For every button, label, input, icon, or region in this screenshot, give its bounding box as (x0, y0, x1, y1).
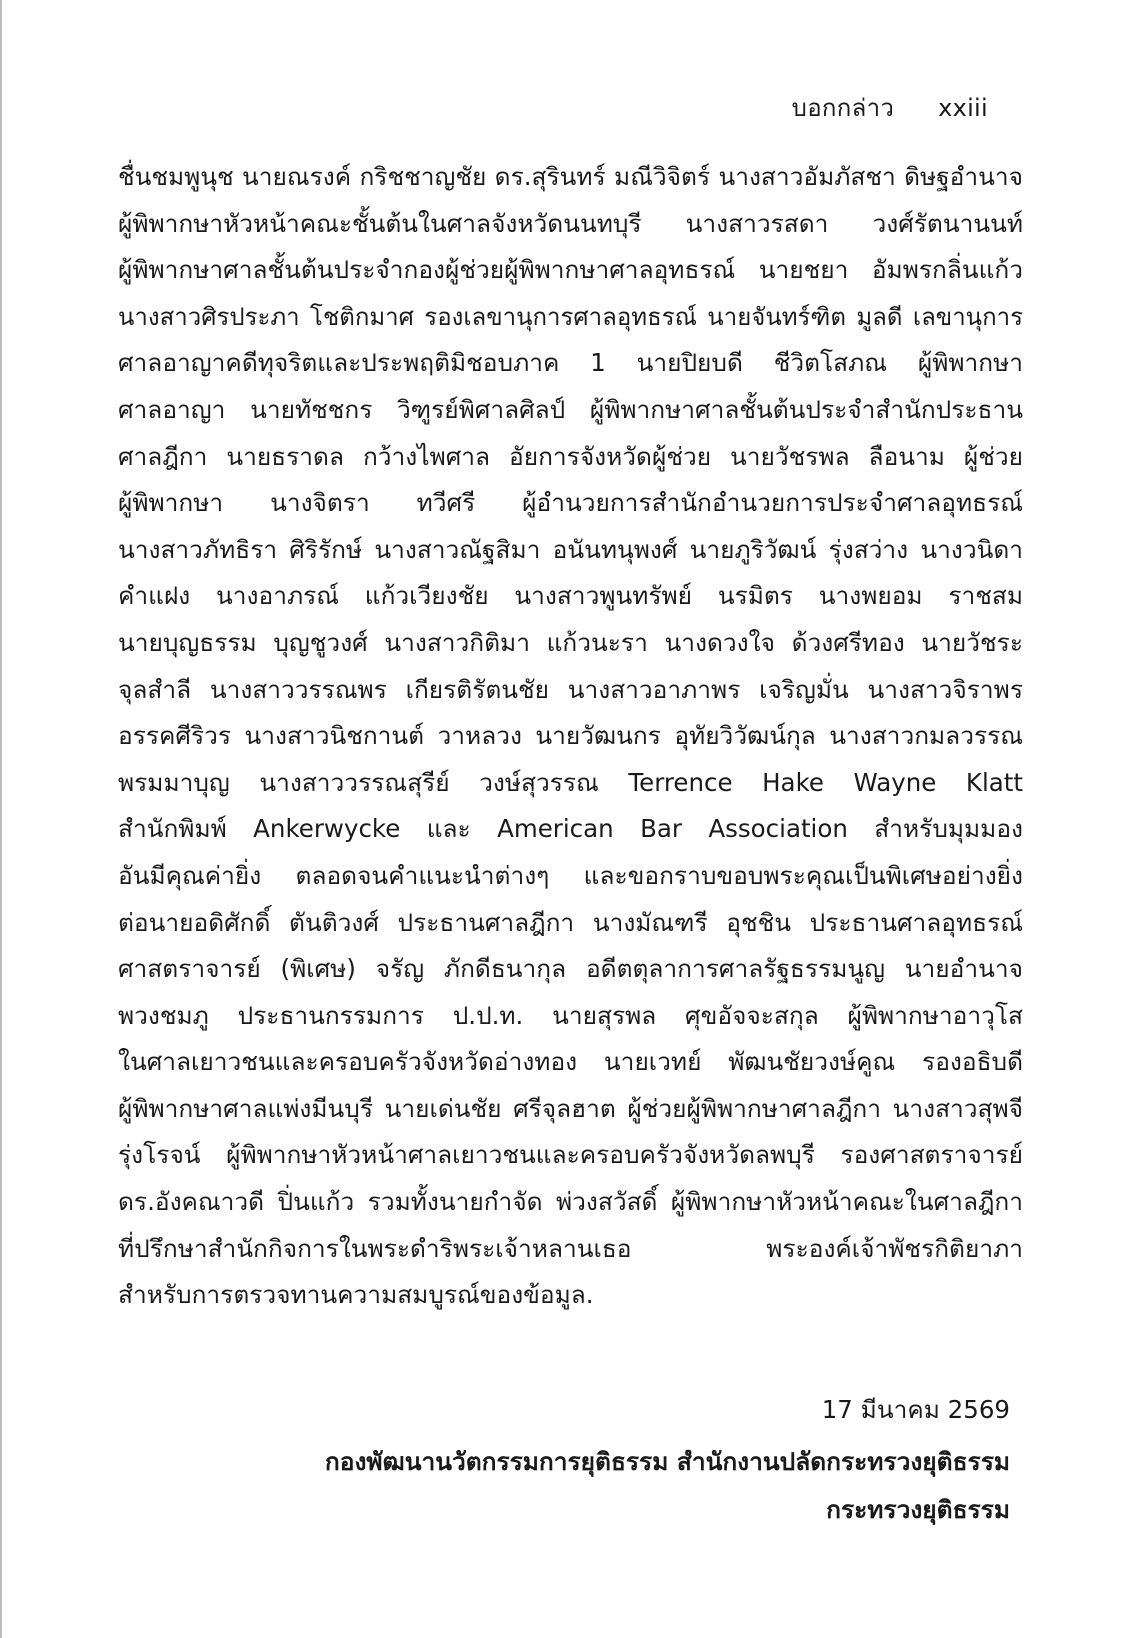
page-number: xxiii (938, 94, 988, 122)
body-line: ศาลฎีกา นายธราดล กว้างไพศาล อัยการจังหวัดผู้ช่วย นายวัชรพล ลือนาม ผู้ช่วย (118, 441, 1023, 471)
body-line: ผู้พิพากษา นางจิตรา ทวีศรี ผู้อำนวยการสำนักอำนวยการประจำศาลอุทธรณ์ (118, 488, 1023, 518)
body-line: ดร.อังคณาวดี ปิ่นแก้ว รวมทั้งนายกำจัด พ่วงสวัสดิ์ ผู้พิพากษาหัวหน้าคณะในศาลฎีกา (118, 1187, 1023, 1217)
running-header (792, 88, 988, 127)
body-line: ศาลอาญาคดีทุจริตและประพฤติมิชอบภาค 1 นายปิยบดี ชีวิตโสภณ ผู้พิพากษา (118, 348, 1023, 378)
body-paragraph (118, 154, 1023, 1319)
body-line: อรรคศีริวร นางสาวนิชกานต์ วาหลวง นายวัฒนกร อุทัยวิวัฒน์กุล นางสาวกมลวรรณ (118, 721, 1023, 751)
body-line: คำแฝง นางอาภรณ์ แก้วเวียงชัย นางสาวพูนทรัพย์ นรมิตร นางพยอม ราชสม (118, 581, 1023, 611)
body-line: นายบุญธรรม บุญชูวงศ์ นางสาวกิติมา แก้วนะรา นางดวงใจ ด้วงศรีทอง นายวัชระ (118, 627, 1023, 657)
body-line: นางสาวภัทธิรา ศิริรักษ์ นางสาวณัฐสิมา อนันทนุพงศ์ นายภูริวัฒน์ รุ่งสว่าง นางวนิดา (118, 534, 1023, 564)
closing-date: 17 มีนาคม 2569 (821, 1395, 1010, 1424)
body-line: ในศาลเยาวชนและครอบครัวจังหวัดอ่างทอง นายเวทย์ พัฒนชัยวงษ์คูณ รองอธิบดี (118, 1047, 1023, 1077)
body-line: สำหรับการตรวจทานความสมบูรณ์ของข้อมูล. (118, 1280, 594, 1310)
body-line: รุ่งโรจน์ ผู้พิพากษาหัวหน้าศาลเยาวชนและครอบครัวจังหวัดลพบุรี รองศาสตราจารย์ (118, 1140, 1023, 1170)
body-line: พวงชมภู ประธานกรรมการ ป.ป.ท. นายสุรพล ศุขอัจจะสกุล ผู้พิพากษาอาวุโส (118, 1000, 1023, 1030)
body-line: พรมมาบุญ นางสาววรรณสุรีย์ วงษ์สุวรรณ Terrence Hake Wayne Klatt (118, 767, 1023, 797)
body-line: ต่อนายอดิศักดิ์ ตันติวงศ์ ประธานศาลฎีกา นางมัณฑรี อุชชิน ประธานศาลอุทธรณ์ (118, 907, 1023, 937)
body-line: สำนักพิมพ์ Ankerwycke และ American Bar Association สำหรับมุมมอง (118, 814, 1023, 844)
section-title: บอกกล่าว (791, 94, 895, 122)
body-line: อันมีคุณค่ายิ่ง ตลอดจนคำแนะนำต่างๆ และขอกราบขอบพระคุณเป็นพิเศษอย่างยิ่ง (118, 860, 1023, 890)
page-left-border (0, 0, 2, 1638)
body-line: ผู้พิพากษาศาลชั้นต้นประจำกองผู้ช่วยผู้พิพากษาศาลอุทธรณ์ นายชยา อัมพรกลิ่นแก้ว (118, 255, 1023, 285)
body-line: ผู้พิพากษาหัวหน้าคณะชั้นต้นในศาลจังหวัดนนทบุรี นางสาวรสดา วงศ์รัตนานนท์ (118, 208, 1023, 238)
signature-ministry: กระทรวงยุติธรรม (826, 1495, 1010, 1524)
body-line: จุลสำลี นางสาววรรณพร เกียรติรัตนชัย นางสาวอาภาพร เจริญมั่น นางสาวจิราพร (118, 674, 1023, 704)
body-line: ศาลอาญา นายทัชชกร วิฑูรย์พิศาลศิลป์ ผู้พิพากษาศาลชั้นต้นประจำสำนักประธาน (118, 394, 1023, 424)
body-line: นางสาวศิรประภา โชติกมาศ รองเลขานุการศาลอุทธรณ์ นายจันทร์ฑิต มูลดี เลขานุการ (118, 302, 1023, 331)
body-line: ที่ปรึกษาสำนักกิจการในพระดำริพระเจ้าหลานเธอ พระองค์เจ้าพัชรกิติยาภา (118, 1233, 1023, 1263)
body-line: ชื่นชมพูนุช นายณรงค์ กริชชาญชัย ดร.สุรินทร์ มณีวิจิตร์ นางสาวอัมภัสชา ดิษฐอำนาจ (118, 162, 1023, 191)
body-line: ผู้พิพากษาศาลแพ่งมีนบุรี นายเด่นชัย ศรีจุลฮาต ผู้ช่วยผู้พิพากษาศาลฎีกา นางสาวสุพจี (118, 1093, 1023, 1123)
signature-organization: กองพัฒนานวัตกรรมการยุติธรรม สำนักงานปลัดกระทรวงยุติธรรม (324, 1447, 1010, 1476)
body-line: ศาสตราจารย์ (พิเศษ) จรัญ ภักดีธนากุล อดีตตุลาการศาลรัฐธรรมนูญ นายอำนาจ (118, 954, 1023, 984)
